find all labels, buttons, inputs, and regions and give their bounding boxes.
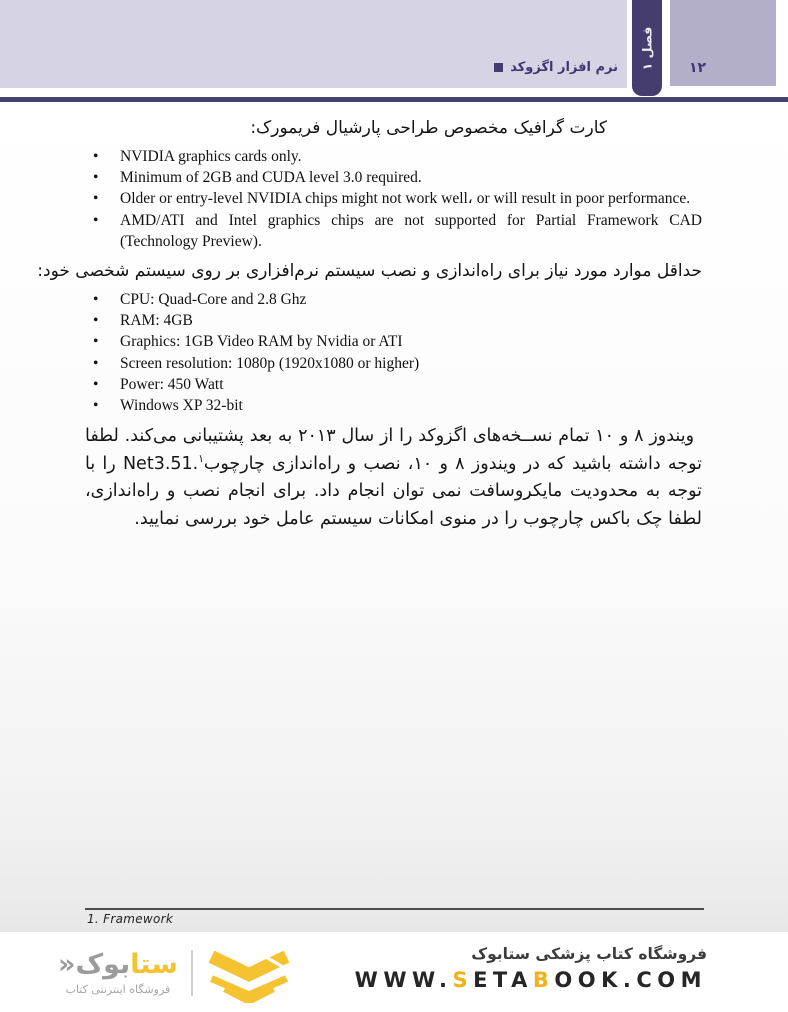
bullet-icon: • [93, 211, 99, 229]
bullet-icon: • [93, 397, 99, 415]
list-item-text: Minimum of 2GB and CUDA level 3.0 required. [120, 169, 422, 187]
bullet-icon: • [93, 354, 99, 372]
logo-wordmark [58, 950, 178, 980]
list-item [85, 146, 702, 167]
page-number: ۱۲ [689, 60, 707, 76]
list-item [85, 210, 702, 252]
url-part-rest: OOK.COM [554, 968, 707, 992]
website-url [355, 968, 707, 992]
bullet-icon: • [93, 148, 99, 165]
list-item-text: Graphics: 1GB Video RAM by Nvidia or ATI [120, 333, 403, 351]
url-part-eta: ETA [473, 968, 533, 992]
wordmark-gray-part: بوک [75, 949, 131, 980]
list-item-text: Older or entry-level NVIDIA chips might not work well، or will result in poor performance. [120, 190, 691, 208]
page-content [37, 118, 702, 534]
list-item [85, 289, 702, 310]
system-requirements-list [85, 289, 702, 416]
list-item [85, 310, 702, 331]
logo-wordmark-block [58, 950, 178, 996]
wordmark-gold-part: ستا [130, 949, 178, 980]
logo-divider [191, 950, 193, 996]
chapter-tab [632, 0, 662, 96]
list-item-text: AMD/ATI and Intel graphics chips are not supported for Partial Framework CAD (Technology Preview). [120, 211, 702, 250]
logo-tagline: فروشگاه اینترنتی کتاب [65, 983, 171, 996]
list-item-text: CPU: Quad-Core and 2.8 Ghz [120, 291, 307, 309]
bullet-icon: • [93, 190, 99, 208]
bullet-icon: • [93, 375, 99, 393]
header-divider [0, 97, 788, 102]
bullet-icon: • [93, 333, 99, 351]
url-letter-s: S [452, 968, 474, 992]
section-heading-graphics: کارت گرافیک مخصوص طراحی پارشیال فریمورک: [250, 118, 607, 138]
book-title: نرم افزار اگزوکد [510, 60, 618, 75]
footnote-marker: ۱ [198, 453, 204, 465]
footer-store-info [355, 945, 707, 992]
list-item-text: RAM: 4GB [120, 312, 193, 330]
list-item-text: Screen resolution: 1080p (1920x1080 or higher) [120, 354, 420, 372]
page-number-block [670, 0, 776, 86]
paragraph-text-before-footnote: ویندوز ۸ و ۱۰ تمام نســخه‌های اگزوکد را از سال ۲۰۱۳ به بعد پشتیبانی می‌کند. لطفا توجه داشته باشید که در ویندوز ۸ و ۱۰، نصب و راه‌اندازی چارچوب [85, 426, 702, 474]
header-bar [0, 0, 627, 88]
section-heading-minimum-requirements: حداقل موارد مورد نیاز برای راه‌اندازی و نصب سیستم نرم‌افزاری بر روی سیستم شخصی خود: [37, 261, 702, 282]
setabook-logo [58, 942, 292, 1004]
list-item-text: Windows XP 32-bit [120, 397, 243, 415]
running-header [494, 60, 618, 75]
wordmark-chevron-icon: « [58, 949, 76, 980]
setabook-emblem-icon [206, 943, 292, 1003]
list-item [85, 353, 702, 374]
graphics-requirements-list [85, 146, 702, 252]
store-name: فروشگاه کتاب پزشکی ستابوک [471, 945, 707, 963]
list-item-text: Power: 450 Watt [120, 375, 224, 393]
list-item-text: NVIDIA graphics cards only. [120, 148, 302, 165]
list-item [85, 167, 702, 188]
bullet-icon: • [93, 169, 99, 187]
bullet-icon: • [93, 312, 99, 330]
windows-support-paragraph [85, 423, 702, 533]
list-item [85, 188, 702, 209]
footnote-text: 1. Framework [87, 912, 174, 926]
footnote-divider [85, 908, 704, 910]
paragraph-text-after-footnote: .Net3.51 را با توجه به محدودیت مایکروسافت نمی توان انجام داد. برای انجام نصب و راه‌اندازی، لطفا چک باکس چارچوب را در منوی امکانات سیستم عامل خود بررسی نمایید. [85, 453, 702, 530]
list-item [85, 331, 702, 352]
square-bullet-icon [494, 63, 503, 72]
url-part-www: WWW. [354, 968, 453, 992]
chapter-tab-label: فصل ۱ [639, 26, 655, 70]
list-item [85, 395, 702, 416]
bullet-icon: • [93, 291, 99, 309]
url-letter-b: B [532, 968, 555, 992]
list-item [85, 374, 702, 395]
